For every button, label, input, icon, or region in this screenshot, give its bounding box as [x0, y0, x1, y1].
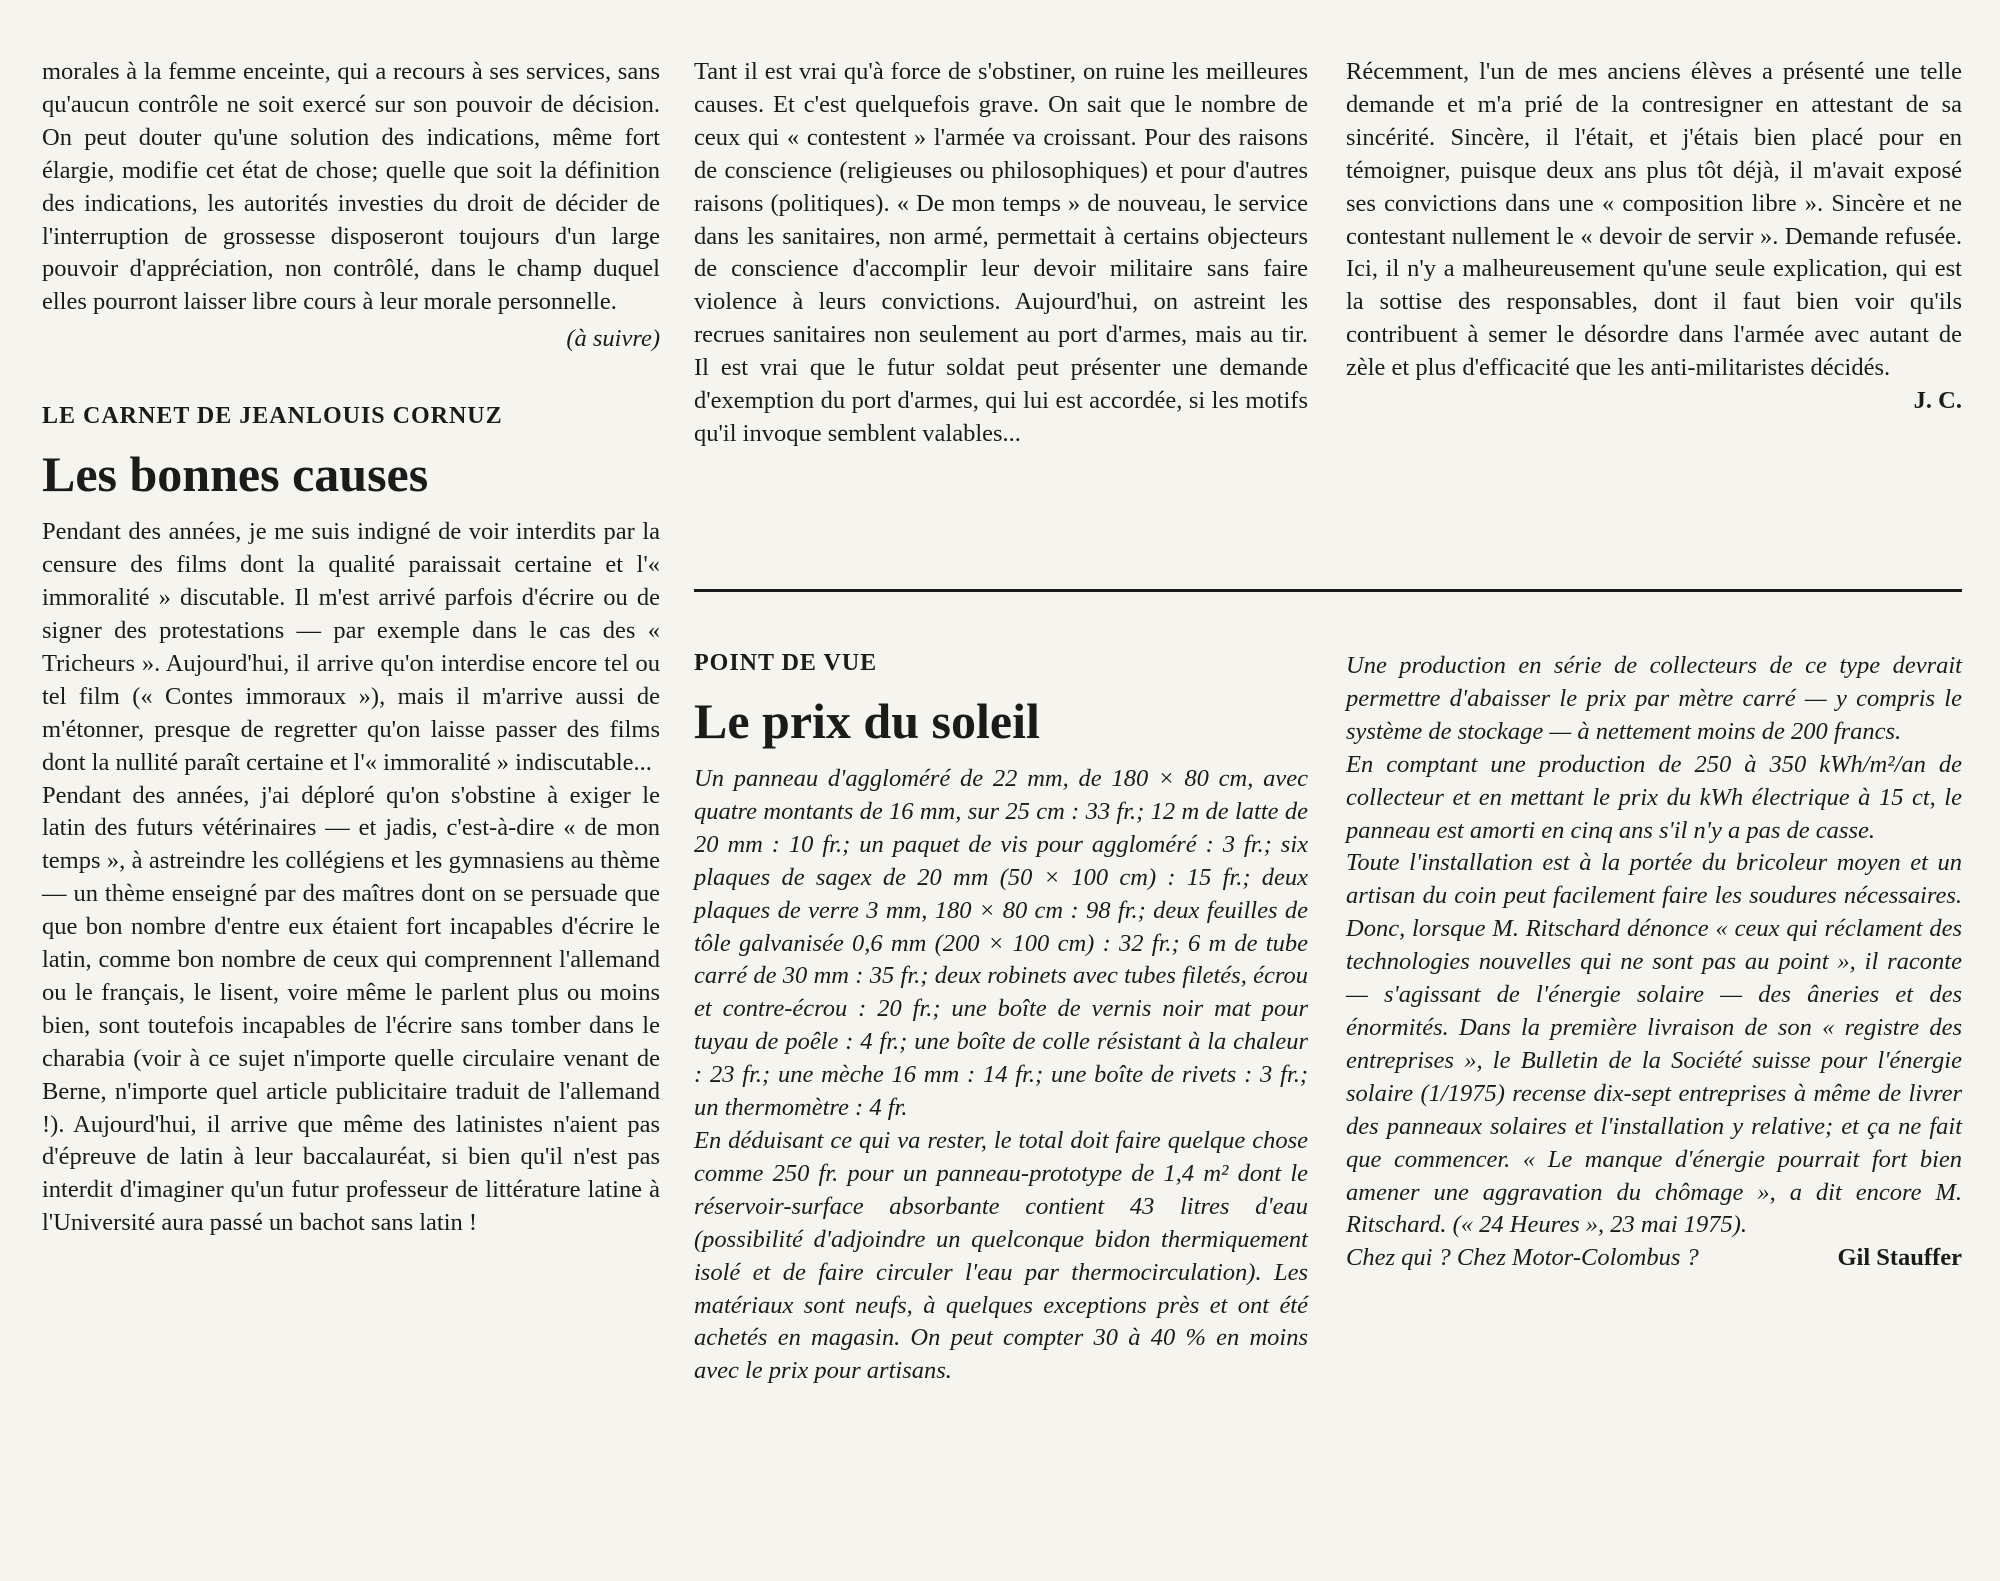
- carnet-paragraph-3: Tant il est vrai qu'à force de s'obstiner, on ruine les meilleures causes. Et c'est quelquefois grave. On sait que le nombre de ceux qui « contestent » l'armée va croissant. Pour des raisons de conscience (religieuses ou philosophiques) et pour d'autres raisons (politiques). « De mon temps » de nouveau, le service dans les sanitaires, non armé, permettait à certains objecteurs de conscience d'accomplir leur devoir militaire sans faire violence à leurs convictions. Aujourd'hui, on astreint les recrues sanitaires non seulement au port d'armes, mais au tir. Il est vrai que le futur soldat peut présenter une demande d'exemption du port d'armes, qui lui est accordée, si les motifs qu'il invoque semblent valables...: [694, 58, 1308, 447]
- soleil-paragraph-1: Un panneau d'aggloméré de 22 mm, de 180 × 80 cm, avec quatre montants de 16 mm, sur 25 cm : 33 fr.; 12 m de latte de 20 mm : 10 fr.; un paquet de vis pour aggloméré : 3 fr.; six plaques de sagex de 20 mm (50 × 100 cm) : 15 fr.; deux plaques de verre 3 mm, 180 × 80 cm : 98 fr.; deux feuilles de tôle galvanisée 0,6 mm (200 × 100 cm) : 32 fr.; 6 m de tube carré de 30 mm : 35 fr.; deux robinets avec tubes filetés, écrou et contre-écrou : 20 fr.; une boîte de vernis noir mat pour tuyau de poêle : 4 fr.; une boîte de colle résistant à la chaleur : 23 fr.; une mèche 16 mm : 14 fr.; une boîte de rivets : 3 fr.; un thermomètre : 4 fr.: [694, 765, 1308, 1122]
- soleil-closing: Chez qui ? Chez Motor-Colombus ?: [1346, 1244, 1699, 1272]
- section-divider: [694, 589, 1962, 592]
- carnet-kicker: LE CARNET DE JEANLOUIS CORNUZ: [42, 403, 503, 430]
- soleil-paragraph-3: Une production en série de collecteurs de ce type devrait permettre d'abaisser le prix par mètre carré — y compris le système de stockage — à nettement moins de 200 francs.: [1346, 652, 1962, 745]
- column-middle-top: [694, 56, 1308, 451]
- soleil-closing-line: [1346, 1242, 1962, 1275]
- column-right-bottom: [1346, 650, 1962, 1275]
- column-middle-bottom: [694, 650, 1308, 1388]
- carnet-paragraph-4: Récemment, l'un de mes anciens élèves a présenté une telle demande et m'a prié de la contresigner en attestant de sa sincérité. Sincère, il l'était, et j'étais bien placé pour en témoigner, puisque deux ans plus tôt déjà, il m'avait exposé ses convictions dans une « composition libre ». Sincère et ne contestant nullement le « devoir de servir ». Demande refusée. Ici, il n'y a malheureusement qu'une seule explication, qui est la sottise des responsables, dont il faut bien voir qu'ils contribuent à semer le désordre dans l'armée avec autant de zèle et plus d'efficacité que les anti-militaristes décidés.: [1346, 58, 1962, 382]
- soleil-paragraph-5: Toute l'installation est à la portée du bricoleur moyen et un artisan du coin peut facilement faire les soudures nécessaires. Donc, lorsque M. Ritschard dénonce « ceux qui réclament des technologies nouvelles qui ne sont pas au point », il raconte — s'agissant de l'énergie solaire — des âneries et des énormités. Dans la première livraison de son « registre des entreprises », le Bulletin de la Société suisse pour l'énergie solaire (1/1975) recense dix-sept entreprises à même de livrer des panneaux solaires et l'installation y relative; et ça ne fait que commencer. « Le manque d'énergie pourrait fort bien amener une aggravation du chômage », a dit encore M. Ritschard. (« 24 Heures », 23 mai 1975).: [1346, 849, 1962, 1239]
- column-right-top: [1346, 56, 1962, 418]
- soleil-paragraph-2: En déduisant ce qui va rester, le total doit faire quelque chose comme 250 fr. pour un panneau-prototype de 1,4 m² dont le réservoir-surface absorbante contient 43 litres d'eau (possibilité d'adjoindre un quelconque bidon thermiquement isolé et de faire circuler l'eau par thermocirculation). Les matériaux sont neufs, à quelques exceptions près et ont été achetés en magasin. On peut compter 30 à 40 % en moins avec le prix pour artisans.: [694, 1126, 1308, 1385]
- carnet-paragraph-2: Pendant des années, j'ai déploré qu'on s'obstine à exiger le latin des futurs vétérinaires — et jadis, c'est-à-dire « de mon temps », à astreindre les collégiens et les gymnasiens au thème — un thème enseigné par des maîtres dont on se persuade que que bon nombre d'entre eux étaient fort incapables d'écrire le latin, comme bon nombre de ceux qui comprennent l'allemand ou le français, le lisent, voire même le parlent plus ou moins bien, sont toutefois incapables de l'écrire sans tomber dans le charabia (voir à ce sujet n'importe quelle circulaire venant de Berne, n'importe quel article publicitaire traduit de l'allemand !). Aujourd'hui, il arrive que même des latinistes n'aient pas d'épreuve de latin à leur baccalauréat, si bien qu'il n'est pas interdit d'imaginer qu'un futur professeur de littérature latine à l'Université aura passé un bachot sans latin !: [42, 781, 660, 1237]
- to-be-continued-note: (à suivre): [566, 325, 660, 353]
- carnet-signature: J. C.: [1913, 387, 1962, 415]
- soleil-headline: Le prix du soleil: [694, 693, 1040, 749]
- soleil-signature: Gil Stauffer: [1837, 1244, 1962, 1272]
- soleil-paragraph-4: En comptant une production de 250 à 350 kWh/m²/an de collecteur et en mettant le prix du kWh électrique à 15 ct, le panneau est amorti en cinq ans s'il n'y a pas de casse.: [1346, 750, 1962, 844]
- soleil-kicker: POINT DE VUE: [694, 650, 878, 676]
- carnet-headline: Les bonnes causes: [42, 446, 429, 503]
- previous-article-continuation: morales à la femme enceinte, qui a recours à ses services, sans qu'aucun contrôle ne soit exercé sur son pouvoir de décision. On peut douter qu'une solution des indications, même fort élargie, modifie cet état de chose; quelle que soit la définition des indications, les autorités investies du droit de décider de l'interruption de grossesse disposeront toujours d'un large pouvoir d'appréciation, non contrôlé, dans le champ duquel elles pourront laisser libre cours à leur morale personnelle.: [42, 58, 660, 316]
- carnet-paragraph-1: Pendant des années, je me suis indigné de voir interdits par la censure des films dont la qualité paraissait certaine et l'« immoralité » discutable. Il m'est arrivé parfois d'écrire ou de signer des protestations — par exemple dans le cas des « Tricheurs ». Aujourd'hui, il arrive qu'on interdise encore tel ou tel film (« Contes immoraux »), mais il m'arrive aussi de m'étonner, presque de regretter qu'on laisse passer des films dont la nullité paraît certaine et l'« immoralité » indiscutable...: [42, 518, 660, 776]
- column-left: [42, 56, 660, 1240]
